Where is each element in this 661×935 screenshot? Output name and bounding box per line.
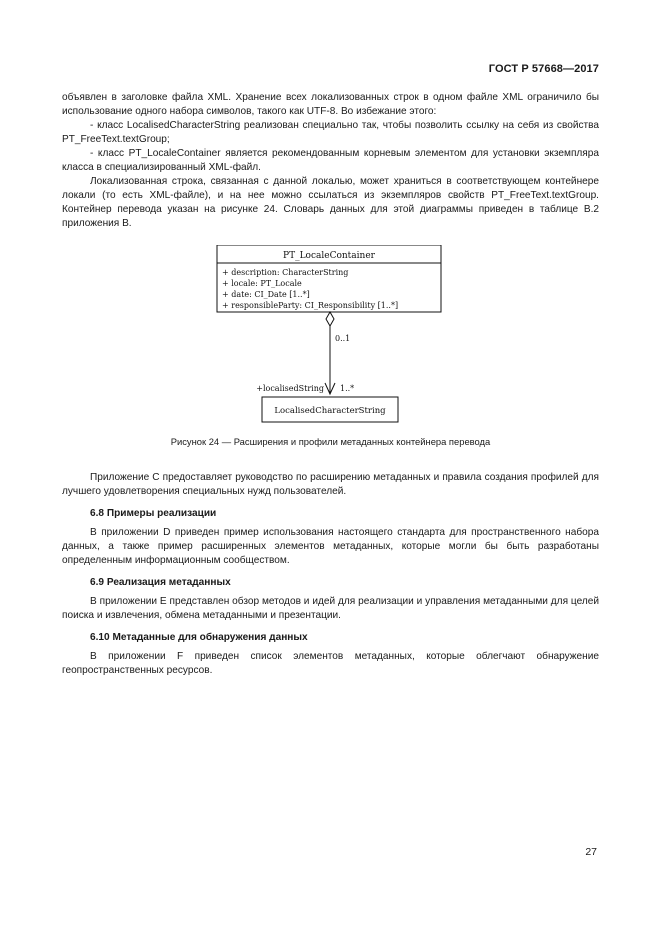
section-title-6-8: 6.8 Примеры реализации xyxy=(90,508,217,519)
container-class-name: PT_LocaleContainer xyxy=(283,251,375,261)
attribute-date: + date: CI_Date [1..*] xyxy=(222,290,310,299)
target-class-name: LocalisedCharacterString xyxy=(274,406,386,416)
figure-caption: Рисунок 24 — Расширения и профили метаданных контейнера перевода xyxy=(170,436,491,447)
section-body-6-9: В приложении Е представлен обзор методов и идей для реализации и управления метаданными для целей поиска и извлечения, обмена метаданными и презентации. xyxy=(62,596,599,621)
bottom-multiplicity: 1..* xyxy=(340,384,355,393)
section-body-6-10: В приложении F приведен список элементов метаданных, которые облегчают обнаружение геопространственных ресурсов. xyxy=(62,651,599,676)
section-title-6-10: 6.10 Метаданные для обнаружения данных xyxy=(90,632,308,643)
attribute-locale: + locale: PT_Locale xyxy=(222,279,302,288)
attribute-description: + description: CharacterString xyxy=(222,268,349,277)
page-content xyxy=(62,91,599,678)
section-title-6-9: 6.9 Реализация метаданных xyxy=(90,577,231,588)
paragraph-4: Локализованная строка, связанная с данной локалью, может храниться в соответствующем контейнере локали (то есть XML-файле), и на нее можно ссылаться из экземпляров свойств PT_FreeText.textGroup. Контейнер перевода указан на рисунке 24. Словарь данных для этой диаграммы приведен в таблице В.2 приложения В. xyxy=(62,176,599,229)
top-multiplicity: 0..1 xyxy=(335,334,351,343)
paragraph-3: - класс PT_LocaleContainer является рекомендованным корневым элементом для установки экземпляра класса в специализированный XML-файл. xyxy=(62,148,599,173)
role-name: +localisedString xyxy=(256,384,324,393)
aggregation-diamond-icon xyxy=(326,312,334,326)
attribute-responsible-party: + responsibleParty: CI_Responsibility [1..*] xyxy=(222,301,399,310)
paragraph-2: - класс LocalisedCharacterString реализован специально так, чтобы позволить ссылку на себя из свойства PT_FreeText.textGroup; xyxy=(62,120,599,145)
uml-figure xyxy=(62,245,599,435)
section-body-6-8: В приложении D приведен пример использования настоящего стандарта для пространственного набора данных, а также пример расширенных элементов метаданных, которые могли бы быть разработаны определенным информационным сообществом. xyxy=(62,527,599,566)
page-number: 27 xyxy=(585,846,597,858)
paragraph-after-figure: Приложение С предоставляет руководство по расширению метаданных и правила создания профилей для лучшего удовлетворения специальных нужд пользователей. xyxy=(62,472,599,497)
uml-diagram xyxy=(62,245,599,435)
paragraph-1: объявлен в заголовке файла XML. Хранение всех локализованных строк в одном файле XML ограничило бы использование одного набора символов, такого как UTF-8. Во избежание этого: xyxy=(62,92,599,117)
document-header: ГОСТ Р 57668—2017 xyxy=(488,63,599,75)
